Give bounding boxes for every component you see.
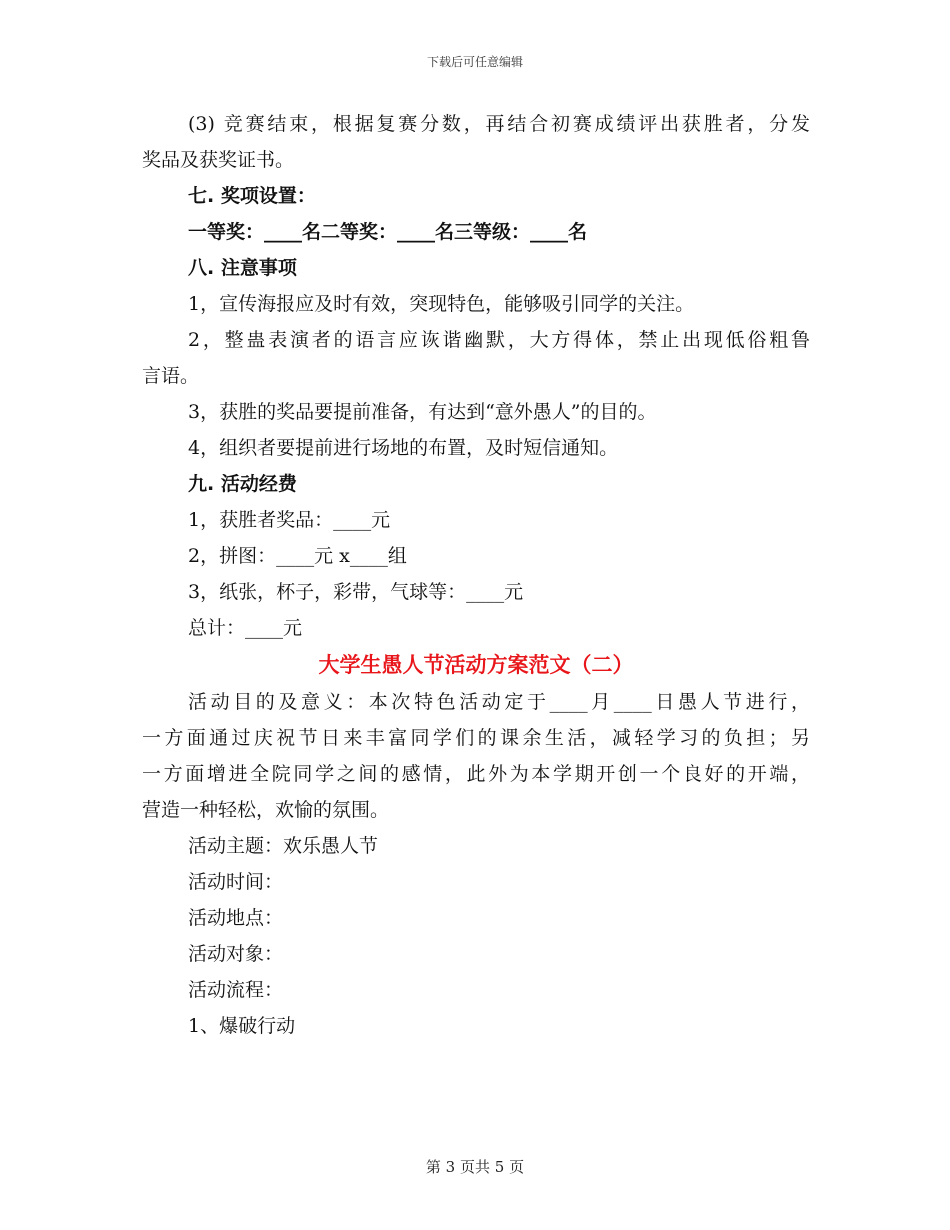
text-line: 总计：____元 [188,617,303,639]
text-line: 1，宣传海报应及时有效，突现特色，能够吸引同学的关注。 [188,293,695,315]
section-one [142,106,810,646]
text-line: 2，整蛊表演者的语言应诙谐幽默，大方得体，禁止出现低俗粗鲁 [188,329,810,351]
document-body [142,106,810,1044]
section-title: 大学生愚人节活动方案范文（二） [318,653,634,677]
text-line: 活动对象： [188,943,284,965]
text-line: 3，获胜的奖品要提前准备，有达到“意外愚人”的目的。 [188,401,657,423]
text-line: 八. 注意事项 [188,257,297,279]
text-line: (3) 竞赛结束，根据复赛分数，再结合初赛成绩评出获胜者，分发 [188,113,810,135]
text-line: 4，组织者要提前进行场地的布置，及时短信通知。 [188,437,619,459]
text-line: 1、爆破行动 [188,1015,296,1037]
page-footer: 第 3 页共 5 页 [425,1158,525,1176]
text-line: 活动地点： [188,907,284,929]
text-line: 七. 奖项设置： [188,185,316,207]
text-line: 一方面通过庆祝节日来丰富同学们的课余生活，减轻学习的负担；另 [142,727,810,749]
text-line: 言语。 [142,365,200,387]
text-line: 营造一种轻松，欢愉的氛围。 [142,799,390,821]
text-line: 一方面增进全院同学之间的感情，此外为本学期开创一个良好的开端， [142,763,810,785]
text-line: 3，纸张，杯子，彩带，气球等：____元 [188,581,524,603]
text-line: 九. 活动经费 [188,473,297,495]
text-line: 2，拼图：____元 x____组 [188,545,407,567]
text-line: 奖品及获奖证书。 [142,149,295,171]
text-line: 活动时间： [188,871,284,893]
text-line: 活动主题：欢乐愚人节 [188,835,379,857]
section-two [142,684,810,1044]
text-line: 活动目的及意义：本次特色活动定于____月____日愚人节进行， [188,691,810,713]
text-line: 1，获胜者奖品：____元 [188,509,391,531]
text-line: 活动流程： [188,979,284,1001]
page-header: 下载后可任意编辑 [426,55,523,69]
text-line: 一等奖：____名二等奖：____名三等级：____名 [188,221,588,243]
